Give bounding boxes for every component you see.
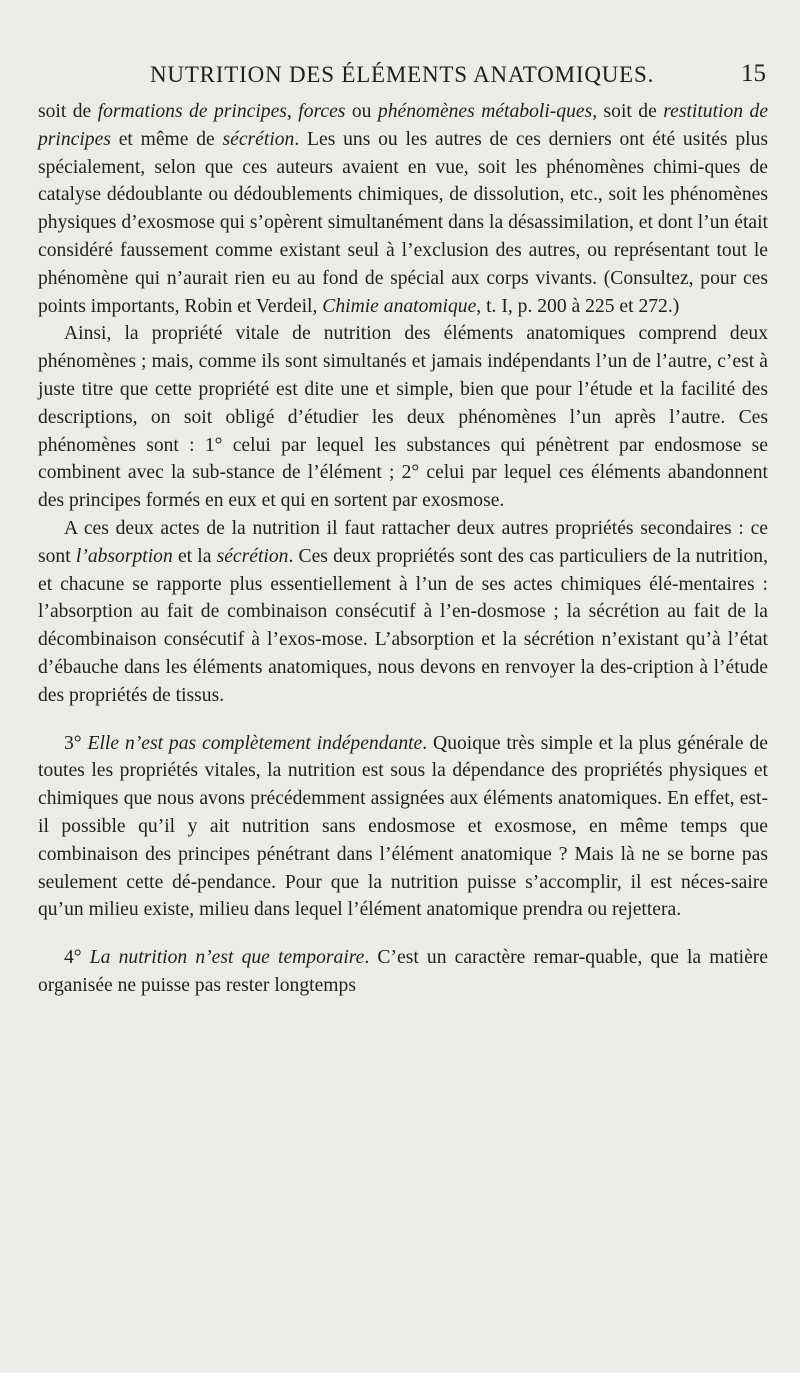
italic-term: restitution de principes: [38, 101, 769, 150]
italic-term: forces: [298, 101, 346, 122]
text-run: Ainsi, la propriété vitale de nutrition des éléments anatomiques comprend deux phénomènes ; mais, comme ils sont simultanés et jamais indépendants l’un de l’autre, c’est à juste titre que cette propriété est dite une et simple, bien que pour l’étude et la facilité des descriptions, on soit obligé d’étudier les deux phénomènes l’un après l’autre. Ces phénomènes sont : 1° celui par lequel les substances qui pénètrent par endosmose se combinent avec la sub-stance de l’élément ; 2° celui par lequel ces éléments abandonnent des principes formés en eux et qui en sortent par exosmose.: [38, 323, 768, 512]
paragraph-3: [38, 515, 768, 710]
italic-term: sécrétion: [222, 128, 295, 150]
section-heading: La nutrition n’est que temporaire: [89, 947, 365, 969]
text-run: et même de: [110, 128, 223, 150]
section-number: 3°: [64, 732, 88, 754]
text-run: A ces deux actes de la nutrition il faut rattacher deux autres propriétés secondaires : ce sont: [38, 517, 768, 567]
section-number: 4°: [64, 947, 90, 969]
text-run: ,: [286, 101, 299, 122]
text-run: . Ces deux propriétés sont des cas particuliers de la nutrition, et chacune se rapporte plus essentiellement à l’un de ses actes chimiques élé-mentaires : l’absorption au fait de combinaison consécutif à l’en-dosmose ; la sécrétion au fait de la décombinaison consécutif à l’exos-mose. L’absorption et la sécrétion n’existant qu’à l’état d’ébauche dans les éléments anatomiques, nous devons en renvoyer la des-cription à l’étude des propriétés de tissus.: [38, 545, 768, 706]
text-run: soit de: [38, 101, 98, 122]
page-number: 15: [741, 60, 766, 87]
text-run: et la: [172, 545, 217, 567]
text-run: , soit de: [592, 101, 664, 122]
italic-term: formations de principes: [97, 101, 287, 122]
paragraph-1: [38, 98, 768, 320]
section-heading: Elle n’est pas complètement indépendante: [87, 732, 423, 754]
paragraph-2: [38, 320, 768, 515]
italic-term: phénomènes métaboli-ques: [377, 101, 593, 122]
paragraph-4-section: [38, 944, 768, 1000]
text-run: , t. I, p. 200 à 225 et 272.): [476, 295, 680, 317]
italic-term: l’absorption: [75, 545, 173, 567]
text-run: . C’est un caractère remar-quable, que la matière organisée ne puisse pas rester longtemps: [38, 947, 768, 996]
text-run: . Les uns ou les autres de ces derniers ont été usités plus spécialement, selon que ces auteurs avaient en vue, soit les phénomènes chimi-ques de catalyse dédoublante ou dédoublements chimiques, de dissolution, etc., soit les phénomènes physiques d’exosmose qui s’opèrent simultanément dans la désassimilation, et dont l’un était considéré faussement comme existant seul à l’exclusion des autres, ou représentant tout le phénomène qui n’aurait rien eu au fond de spécial aux corps vivants. (Consultez, pour ces points importants, Robin et Verdeil,: [38, 128, 768, 317]
page-header: [40, 58, 766, 94]
book-title: Chimie anatomique: [322, 295, 477, 317]
italic-term: sécrétion: [216, 545, 289, 567]
text-run: ou: [345, 101, 378, 122]
text-run: . Quoique très simple et la plus générale de toutes les propriétés vitales, la nutrition est sous la dépendance des propriétés physiques et chimiques que nous avons précédemment assignées aux éléments anatomiques. En effet, est-il possible qu’il y ait nutrition sans endosmose et exosmose, en même temps que combinaison des principes pénétrant dans l’élément anatomique ? Mais là ne se borne pas seulement cette dé-pendance. Pour que la nutrition puisse s’accomplir, il est néces-saire qu’un milieu existe, milieu dans lequel l’élément anatomique prendra ou rejettera.: [38, 732, 768, 921]
body-text: [38, 98, 768, 1000]
paragraph-3-section: [38, 730, 768, 925]
running-head: NUTRITION DES ÉLÉMENTS ANATOMIQUES.: [150, 62, 655, 87]
